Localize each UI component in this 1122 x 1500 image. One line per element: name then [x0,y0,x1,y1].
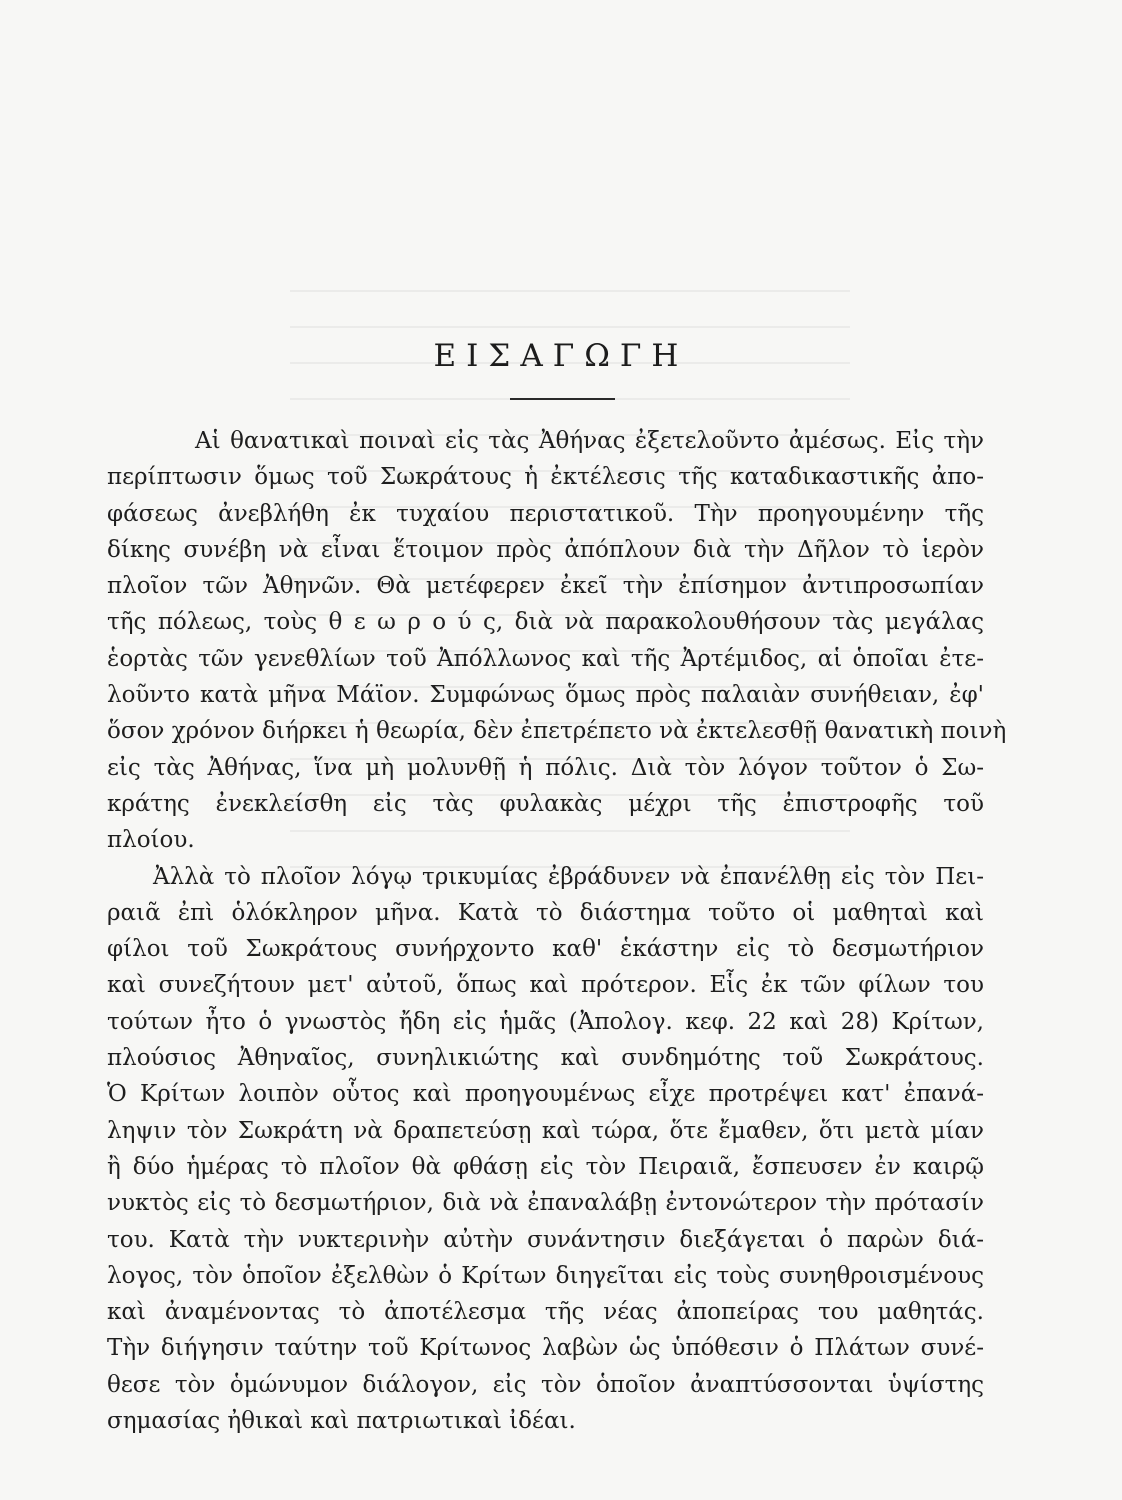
text-line: πλούσιος Ἀθηναῖος, συνηλικιώτης καὶ συνδημότης τοῦ Σωκράτους. [107,1045,984,1072]
text-line: εἰς τὰς Ἀθήνας, ἵνα μὴ μολυνθῇ ἡ πόλις. Διὰ τὸν λόγον τοῦτον ὁ Σω- [107,754,984,781]
text-line: πλοῖον τῶν Ἀθηνῶν. Θὰ μετέφερεν ἐκεῖ τὴν ἐπίσημον ἀντιπροσωπίαν [107,573,984,600]
text-line: δίκης συνέβη νὰ εἶναι ἕτοιμον πρὸς ἀπόπλουν διὰ τὴν Δῆλον τὸ ἱερὸν [107,536,984,563]
text-line: ὅσον χρόνον διήρκει ἡ θεωρία, δὲν ἐπετρέπετο νὰ ἐκτελεσθῇ θανατικὴ ποινὴ [107,718,1007,745]
text-line: φίλοι τοῦ Σωκράτους συνήρχοντο καθ' ἑκάστην εἰς τὸ δεσμωτήριον [107,936,984,963]
text-line: νυκτὸς εἰς τὸ δεσμωτήριον, διὰ νὰ ἐπαναλάβῃ ἐντονώτερον τὴν πρότασίν [107,1190,984,1217]
text-line: περίπτωσιν ὅμως τοῦ Σωκράτους ἡ ἐκτέλεσις τῆς καταδικαστικῆς ἀπο- [107,464,984,491]
text-line: φάσεως ἀνεβλήθη ἐκ τυχαίου περιστατικοῦ. Τὴν προηγουμένην τῆς [107,500,984,527]
heading-rule [510,398,615,400]
paragraph-2 [107,859,984,1440]
text-line: ληψιν τὸν Σωκράτη νὰ δραπετεύσῃ καὶ τώρα, ὅτε ἔμαθεν, ὅτι μετὰ μίαν [107,1117,984,1144]
text-line: Αἱ θανατικαὶ ποιναὶ εἰς τὰς Ἀθήνας ἐξετελοῦντο ἀμέσως. Εἰς τὴν [195,428,984,454]
text-line: πλοίου. [107,827,195,854]
chapter-heading: ΕΙΣΑΓΩΓΗ [433,338,689,374]
text-line: του. Κατὰ τὴν νυκτερινὴν αὐτὴν συνάντησιν διεξάγεται ὁ παρὼν διά- [107,1226,984,1253]
text-line: λογος, τὸν ὁποῖον ἐξελθὼν ὁ Κρίτων διηγεῖται εἰς τοὺς συνηθροισμένους [107,1262,984,1289]
text-line: Ὁ Κρίτων λοιπὸν οὗτος καὶ προηγουμένως εἶχε προτρέψει κατ' ἐπανά- [107,1081,984,1108]
paragraph-1 [107,423,1007,859]
text-line: ἢ δύο ἡμέρας τὸ πλοῖον θὰ φθάσῃ εἰς τὸν Πειραιᾶ, ἔσπευσεν ἐν καιρῷ [107,1153,984,1180]
text-line: καὶ συνεζήτουν μετ' αὐτοῦ, ὅπως καὶ πρότερον. Εἷς ἐκ τῶν φίλων του [107,972,984,999]
introduction-text [107,423,1007,1439]
text-line: κράτης ἐνεκλείσθη εἰς τὰς φυλακὰς μέχρι τῆς ἐπιστροφῆς τοῦ [107,790,984,817]
text-line: Ἀλλὰ τὸ πλοῖον λόγῳ τρικυμίας ἐβράδυνεν νὰ ἐπανέλθῃ εἰς τὸν Πει- [153,863,984,890]
text-line: τούτων ἦτο ὁ γνωστὸς ἤδη εἰς ἡμᾶς (Ἀπολογ. κεφ. 22 καὶ 28) Κρίτων, [107,1008,984,1035]
text-line: θεσε τὸν ὁμώνυμον διάλογον, εἰς τὸν ὁποῖον ἀναπτύσσονται ὑψίστης [107,1371,984,1398]
text-line: Τὴν διήγησιν ταύτην τοῦ Κρίτωνος λαβὼν ὡς ὑπόθεσιν ὁ Πλάτων συνέ- [107,1335,984,1362]
text-line: τῆς πόλεως, τοὺς θ ε ω ρ ο ύ ς, διὰ νὰ παρακολουθήσουν τὰς μεγάλας [107,609,984,636]
text-line: ραιᾶ ἐπὶ ὁλόκληρον μῆνα. Κατὰ τὸ διάστημα τοῦτο οἱ μαθηταὶ καὶ [107,899,984,926]
text-line: ἑορτὰς τῶν γενεθλίων τοῦ Ἀπόλλωνος καὶ τῆς Ἀρτέμιδος, αἱ ὁποῖαι ἐτε- [107,645,984,672]
text-line: σημασίας ἠθικαὶ καὶ πατριωτικαὶ ἰδέαι. [107,1408,576,1435]
text-line: λοῦντο κατὰ μῆνα Μάϊον. Συμφώνως ὅμως πρὸς παλαιὰν συνήθειαν, ἐφ' [107,682,984,709]
text-line: καὶ ἀναμένοντας τὸ ἀποτέλεσμα τῆς νέας ἀποπείρας του μαθητάς. [107,1299,984,1326]
